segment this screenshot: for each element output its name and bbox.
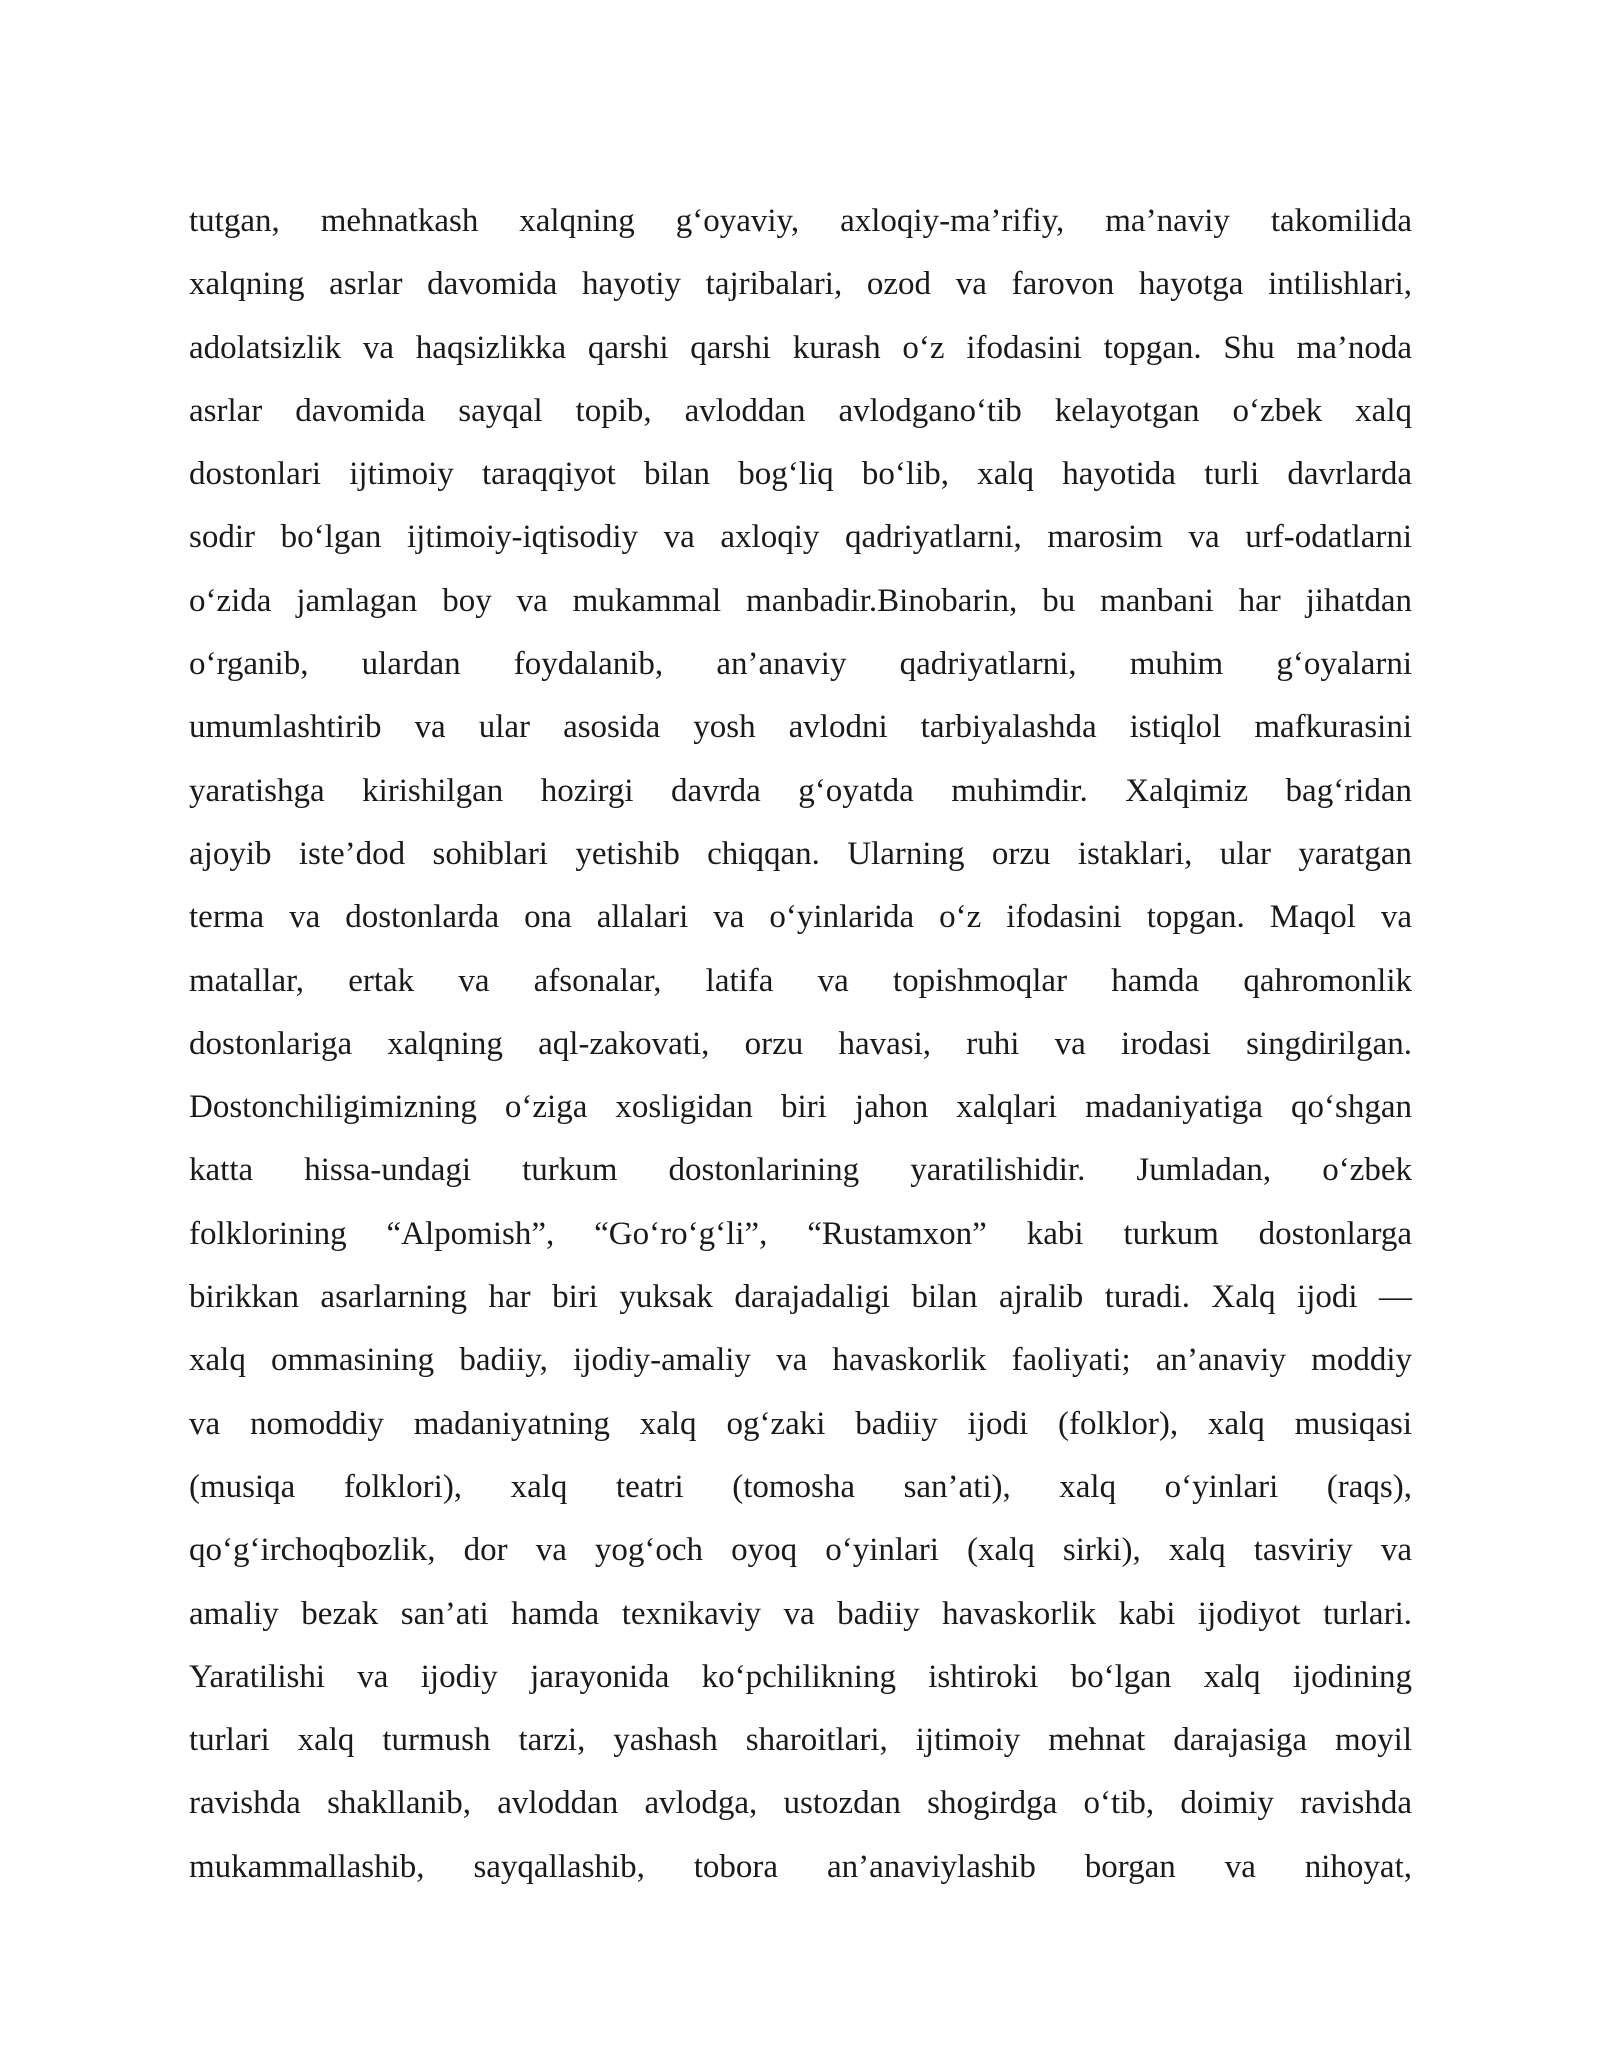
text-line: folklorining “Alpomish”, “Go‘ro‘g‘li”, “Rustamxon” kabi turkum dostonlarga (189, 1215, 1412, 1252)
text-line: amaliy bezak san’ati hamda texnikaviy va badiiy havaskorlik kabi ijodiyot turlari. (189, 1595, 1412, 1632)
text-line: ravishda shakllanib, avloddan avlodga, ustozdan shogirdga o‘tib, doimiy ravishda (189, 1785, 1412, 1822)
text-line: yaratishga kirishilgan hozirgi davrda g‘oyatda muhimdir. Xalqimiz bag‘ridan (189, 772, 1412, 809)
text-line: ajoyib iste’dod sohiblari yetishib chiqqan. Ularning orzu istaklari, ular yaratgan (189, 835, 1412, 872)
text-line: Dostonchiligimizning o‘ziga xosligidan biri jahon xalqlari madaniyatiga qo‘shgan (189, 1089, 1412, 1126)
text-line: terma va dostonlarda ona allalari va o‘yinlarida o‘z ifodasini topgan. Maqol va (189, 899, 1412, 936)
text-line: o‘rganib, ulardan foydalanib, an’anaviy qadriyatlarni, muhim g‘oyalarni (189, 646, 1412, 683)
text-line: tutgan, mehnatkash xalqning g‘oyaviy, axloqiy-ma’rifiy, ma’naviy takomilida (189, 203, 1412, 239)
text-line: va nomoddiy madaniyatning xalq og‘zaki badiiy ijodi (folklor), xalq musiqasi (189, 1405, 1412, 1442)
text-line: matallar, ertak va afsonalar, latifa va topishmoqlar hamda qahromonlik (189, 962, 1412, 999)
text-line: adolatsizlik va haqsizlikka qarshi qarshi kurash o‘z ifodasini topgan. Shu ma’noda (189, 329, 1412, 366)
text-line: katta hissa-undagi turkum dostonlarining yaratilishidir. Jumladan, o‘zbek (189, 1152, 1412, 1189)
text-line: xalq ommasining badiiy, ijodiy-amaliy va havaskorlik faoliyati; an’anaviy moddiy (189, 1342, 1412, 1379)
text-line: umumlashtirib va ular asosida yosh avlodni tarbiyalashda istiqlol mafkurasini (189, 709, 1412, 746)
text-line: asrlar davomida sayqal topib, avloddan avlodgano‘tib kelayotgan o‘zbek xalq (189, 392, 1412, 429)
text-line: qo‘g‘irchoqbozlik, dor va yog‘och oyoq o‘yinlari (xalq sirki), xalq tasviriy va (189, 1532, 1412, 1569)
body-paragraph (189, 190, 1412, 1899)
text-line: xalqning asrlar davomida hayotiy tajribalari, ozod va farovon hayotga intilishlari, (189, 266, 1412, 303)
text-line: Yaratilishi va ijodiy jarayonida ko‘pchilikning ishtiroki bo‘lgan xalq ijodining (189, 1658, 1412, 1695)
text-line: dostonlariga xalqning aql-zakovati, orzu havasi, ruhi va irodasi singdirilgan. (189, 1025, 1412, 1062)
text-line: dostonlari ijtimoiy taraqqiyot bilan bog‘liq bo‘lib, xalq hayotida turli davrlarda (189, 456, 1412, 493)
text-line: birikkan asarlarning har biri yuksak darajadaligi bilan ajralib turadi. Xalq ijodi — (189, 1279, 1412, 1316)
text-line: sodir bo‘lgan ijtimoiy-iqtisodiy va axloqiy qadriyatlarni, marosim va urf-odatlarni (189, 519, 1412, 556)
text-line: mukammallashib, sayqallashib, tobora an’anaviylashib borgan va nihoyat, (189, 1848, 1412, 1885)
text-line: (musiqa folklori), xalq teatri (tomosha san’ati), xalq o‘yinlari (raqs), (189, 1468, 1412, 1505)
text-line: turlari xalq turmush tarzi, yashash sharoitlari, ijtimoiy mehnat darajasiga moyil (189, 1722, 1412, 1759)
text-line: o‘zida jamlagan boy va mukammal manbadir.Binobarin, bu manbani har jihatdan (189, 582, 1412, 619)
